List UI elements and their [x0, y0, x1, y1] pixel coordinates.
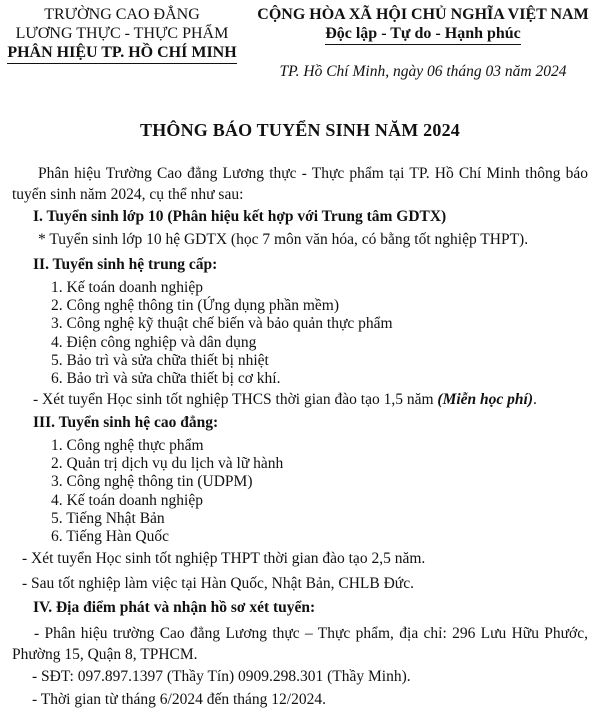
branch-name: PHÂN HIỆU TP. HỒ CHÍ MINH [7, 43, 236, 64]
free-tuition-emphasis: (Miễn học phí) [437, 391, 533, 408]
list-item: 3. Công nghệ thông tin (UDPM) [51, 473, 253, 491]
school-name-line1: TRƯỜNG CAO ĐẲNG [44, 6, 200, 23]
list-item: 6. Bảo trì và sửa chữa thiết bị cơ khí. [51, 370, 281, 388]
list-item: 5. Bảo trì và sửa chữa thiết bị nhiệt [51, 351, 269, 369]
section2-note [33, 389, 537, 410]
national-motto: Độc lập - Tự do - Hạnh phúc [325, 24, 521, 45]
section1-text: * Tuyển sinh lớp 10 hệ GDTX (học 7 môn văn hóa, có bằng tốt nghiệp THPT). [38, 231, 529, 248]
section4-address: - Phân hiệu trường Cao đẳng Lương thực – Thực phẩm, địa chỉ: 296 Lưu Hữu Phước, Phường 15, Quận 8, TPHCM. [12, 625, 588, 663]
list-item: 2. Công nghệ thông tin (Ứng dụng phần mềm) [51, 297, 339, 315]
school-header [6, 5, 238, 64]
section3-note2: - Sau tốt nghiệp làm việc tại Hàn Quốc, Nhật Bản, CHLB Đức. [22, 575, 414, 592]
list-item: 1. Công nghệ thực phẩm [51, 437, 204, 454]
list-item: 1. Kế toán doanh nghiệp [51, 279, 203, 296]
country-name: CỘNG HÒA XÃ HỘI CHỦ NGHĨA VIỆT NAM [257, 6, 589, 23]
section2-note-end: . [533, 391, 537, 408]
section2-note-text: - Xét tuyển Học sinh tốt nghiệp THCS thời gian đào tạo 1,5 năm [33, 391, 438, 408]
list-item: 4. Kế toán doanh nghiệp [51, 491, 203, 509]
list-item: 4. Điện công nghiệp và dân dụng [51, 333, 257, 351]
list-item: 6. Tiếng Hàn Quốc [51, 528, 169, 546]
section3-note1: - Xét tuyển Học sinh tốt nghiệp THPT thời gian đào tạo 2,5 năm. [22, 550, 426, 567]
school-name-line2: LƯƠNG THỰC - THỰC PHẨM [15, 25, 229, 42]
section2-heading: II. Tuyển sinh hệ trung cấp: [33, 256, 218, 273]
section1-heading: I. Tuyển sinh lớp 10 (Phân hiệu kết hợp với Trung tâm GDTX) [33, 208, 447, 225]
section3-heading: III. Tuyển sinh hệ cao đẳng: [33, 414, 219, 431]
section2-list [51, 279, 393, 388]
list-item: 5. Tiếng Nhật Bản [51, 509, 165, 527]
dateline: TP. Hồ Chí Minh, ngày 06 tháng 03 năm 2024 [279, 63, 567, 80]
section4-heading: IV. Địa điểm phát và nhận hồ sơ xét tuyển: [33, 599, 316, 616]
national-header [248, 5, 598, 45]
section3-list [51, 437, 283, 546]
list-item: 2. Quản trị dịch vụ du lịch và lữ hành [51, 455, 284, 473]
document-title: THÔNG BÁO TUYỂN SINH NĂM 2024 [139, 120, 460, 140]
list-item: 3. Công nghệ kỹ thuật chế biến và bảo quản thực phẩm [51, 315, 393, 333]
section4-time: - Thời gian từ tháng 6/2024 đến tháng 12/2024. [32, 691, 326, 708]
section4-phone: - SĐT: 097.897.1397 (Thầy Tín) 0909.298.301 (Thầy Minh). [32, 668, 411, 685]
intro-paragraph: Phân hiệu Trường Cao đẳng Lương thực - Thực phẩm tại TP. Hồ Chí Minh thông báo tuyển sinh năm 2024, cụ thể như sau: [12, 165, 588, 203]
